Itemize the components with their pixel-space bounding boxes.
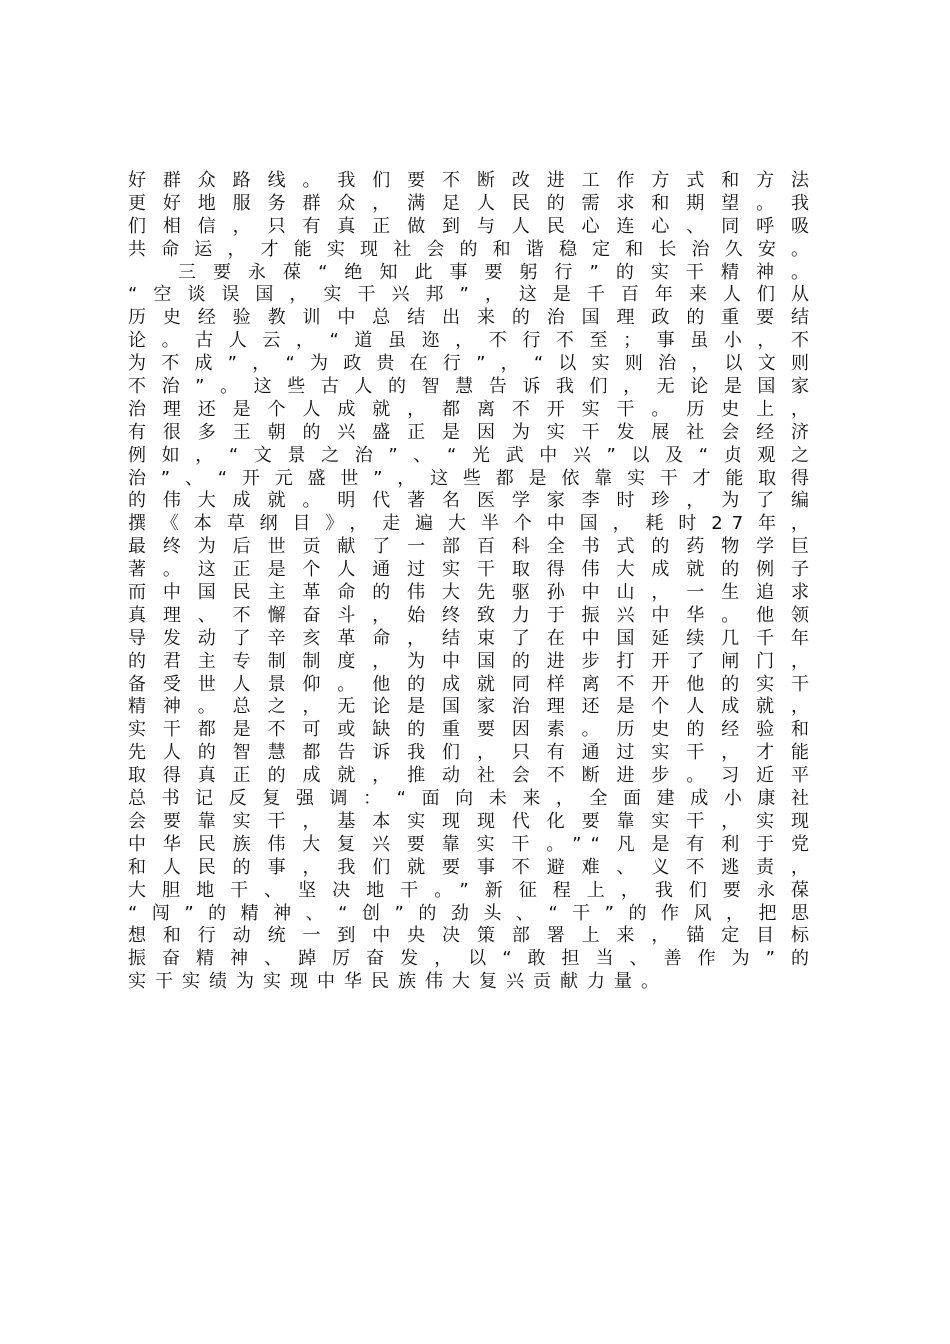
text-line: 实干实绩为实现中华民族伟大复兴贡献力量。 xyxy=(128,971,668,993)
text-line: 历史经验教训中总结出来的治国理政的重要结 xyxy=(128,307,818,329)
text-line: 治”、“开元盛世”，这些都是依靠实干才能取得 xyxy=(128,467,818,489)
text-line: 好群众路线。我们要不断改进工作方式和方法 xyxy=(128,170,818,191)
text-line: 实干都是不可或缺的重要因素。历史的经验和 xyxy=(128,719,818,741)
text-line: 真理、不懈奋斗，始终致力于振兴中华。他领 xyxy=(128,604,818,626)
text-line: 备受世人景仰。他的成就同样离不开他的实干 xyxy=(128,673,818,695)
text-line: 的伟大成就。明代著名医学家李时珍，为了编 xyxy=(128,490,818,512)
text-line: 导发动了辛亥革命，结束了在中国延续几千年 xyxy=(128,627,818,649)
text-line: 的君主专制制度，为中国的进步打开了闸门， xyxy=(128,650,818,672)
text-line: 而中国民主革命的伟大先驱孙中山，一生追求 xyxy=(128,582,818,604)
text-line: 例如，“文景之治”、“光武中兴”以及“贞观之 xyxy=(128,444,818,466)
text-line: 取得真正的成就，推动社会不断进步。习近平 xyxy=(128,765,818,787)
text-line: 为不成”，“为政贵在行”，“以实则治，以文则 xyxy=(128,353,818,375)
text-line: 振奋精神、踔厉奋发，以“敢担当、善作为”的 xyxy=(128,948,818,970)
text-line: 总书记反复强调：“面向未来，全面建成小康社 xyxy=(128,788,818,810)
text-line: 共命运，才能实现社会的和谐稳定和长治久安。 xyxy=(128,238,818,260)
text-line: 有很多王朝的兴盛正是因为实干发展社会经济 xyxy=(128,421,818,443)
text-line: 和人民的事，我们就要事不避难、义不逃责， xyxy=(128,856,818,878)
text-line: 治理还是个人成就，都离不开实干。历史上， xyxy=(128,398,818,420)
section-heading-line: 三要永葆“绝知此事要躬行”的实干精神。 xyxy=(178,261,818,283)
body-text xyxy=(128,170,818,994)
text-line: 精神。总之，无论是国家治理还是个人成就， xyxy=(128,696,818,718)
text-line: 著。这正是个人通过实干取得伟大成就的例子 xyxy=(128,559,818,581)
text-line: 更好地服务群众，满足人民的需求和期望。我 xyxy=(128,192,818,214)
text-line: 不治”。这些古人的智慧告诉我们，无论是国家 xyxy=(128,376,818,398)
text-line: 中华民族伟大复兴要靠实干。”“凡是有利于党 xyxy=(128,833,818,855)
text-line: 想和行动统一到中央决策部署上来，锚定目标 xyxy=(128,925,818,947)
text-line: “空谈误国，实干兴邦”，这是千百年来人们从 xyxy=(128,284,818,306)
text-line: 撰《本草纲目》，走遍大半个中国，耗时27年， xyxy=(128,513,818,535)
text-line: 们相信，只有真正做到与人民心连心、同呼吸 xyxy=(128,215,818,237)
text-line: 会要靠实干，基本实现现代化要靠实干，实现 xyxy=(128,810,818,832)
text-line: 最终为后世贡献了一部百科全书式的药物学巨 xyxy=(128,536,818,558)
text-line: 大胆地干、坚决地干。”新征程上，我们要永葆 xyxy=(128,879,818,901)
text-line: 先人的智慧都告诉我们，只有通过实干，才能 xyxy=(128,742,818,764)
text-line: “闯”的精神、“创”的劲头、“干”的作风，把思 xyxy=(128,902,818,924)
text-line: 论。古人云，“道虽迩，不行不至；事虽小，不 xyxy=(128,330,818,352)
